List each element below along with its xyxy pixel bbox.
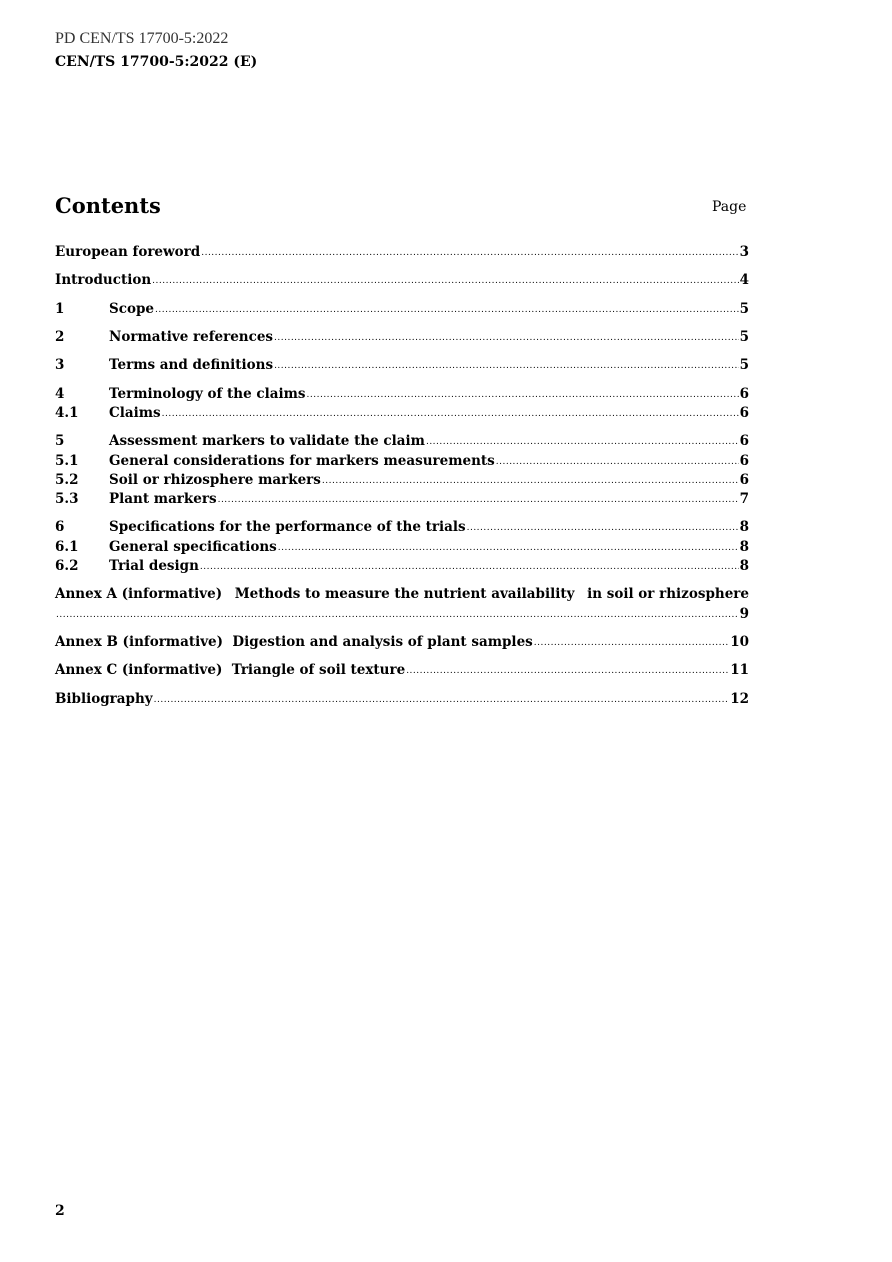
toc-leader-dots xyxy=(406,662,729,680)
toc-leader-dots xyxy=(322,472,739,490)
toc-leader-dots xyxy=(218,491,739,509)
toc-entry-page: 3 xyxy=(739,244,749,260)
toc-entry-page: 8 xyxy=(739,519,749,535)
toc-entry-title: Soil or rhizosphere markers xyxy=(109,472,321,488)
toc-entry[interactable] xyxy=(55,518,749,538)
toc-entry-page: 6 xyxy=(739,453,749,469)
toc-leader-dots xyxy=(307,386,739,404)
toc-entry[interactable] xyxy=(55,385,749,405)
toc-leader-dots xyxy=(534,634,729,652)
toc-leader-dots xyxy=(200,558,739,576)
document-id-header: PD CEN/TS 17700-5:2022 xyxy=(55,30,229,47)
toc-leader-dots xyxy=(274,357,739,375)
toc-entry[interactable] xyxy=(55,452,749,472)
toc-entry-title: Introduction xyxy=(55,272,152,288)
toc-entry-title: Annex B (informative) Digestion and analysis of plant samples xyxy=(55,634,533,650)
toc-entry-page: 9 xyxy=(739,606,749,622)
toc-entry-number: 4.1 xyxy=(55,405,79,421)
toc-entry-page: 6 xyxy=(739,433,749,449)
toc-entry-title: Bibliography xyxy=(55,691,153,707)
toc-entry-page: 5 xyxy=(739,329,749,345)
toc-entry-page: 4 xyxy=(739,272,749,288)
toc-entry[interactable] xyxy=(55,328,749,348)
toc-entry-title: Normative references xyxy=(109,329,274,345)
toc-entry-page: 5 xyxy=(739,357,749,373)
toc-entry-title: Scope xyxy=(109,301,155,317)
toc-entry-number: 5.3 xyxy=(55,491,79,507)
toc-entry-title: Plant markers xyxy=(109,491,217,507)
toc-entry-annex-a-continuation[interactable] xyxy=(55,605,749,625)
toc-entry-page: 10 xyxy=(730,634,749,650)
annex-a-title-part2: in soil or rhizosphere xyxy=(587,586,749,602)
toc-entry-number: 6.2 xyxy=(55,558,79,574)
toc-entry-page: 7 xyxy=(739,491,749,507)
toc-leader-dots xyxy=(496,453,739,471)
toc-entry-page: 8 xyxy=(739,539,749,555)
toc-leader-dots xyxy=(162,405,739,423)
toc-entry-annex-a[interactable] xyxy=(55,585,749,603)
toc-entry-title: Claims xyxy=(109,405,161,421)
toc-entry[interactable] xyxy=(55,432,749,452)
toc-entry-page: 11 xyxy=(730,662,749,678)
toc-leader-dots xyxy=(274,329,739,347)
annex-a-label: Annex A (informative) xyxy=(55,586,223,602)
toc-entry-number: 5.1 xyxy=(55,453,79,469)
toc-entry-page: 5 xyxy=(739,301,749,317)
toc-entry-title: Assessment markers to validate the claim xyxy=(109,433,425,449)
toc-entry[interactable] xyxy=(55,243,749,263)
toc-leader-dots xyxy=(467,519,739,537)
toc-entry-title: General considerations for markers measurements xyxy=(109,453,495,469)
toc-entry-number: 1 xyxy=(55,301,65,317)
toc-entry-page: 6 xyxy=(739,405,749,421)
annex-a-title-part1: Methods to measure the nutrient availability xyxy=(234,586,575,602)
toc-leader-dots xyxy=(152,272,738,290)
toc-entry-title: Terminology of the claims xyxy=(109,386,306,402)
toc-entry-title: Annex C (informative) Triangle of soil texture xyxy=(55,662,406,678)
toc-entry-number: 6 xyxy=(55,519,65,535)
toc-entry-number: 6.1 xyxy=(55,539,79,555)
toc-entry[interactable] xyxy=(55,490,749,510)
toc-leader-dots xyxy=(154,691,730,709)
page-number: 2 xyxy=(55,1203,65,1219)
toc-entry-page: 6 xyxy=(739,472,749,488)
toc-entry-number: 2 xyxy=(55,329,65,345)
toc-entry[interactable] xyxy=(55,633,749,653)
toc-entry-page: 6 xyxy=(739,386,749,402)
toc-entry-number: 3 xyxy=(55,357,65,373)
page-column-label: Page xyxy=(712,199,747,215)
toc-entry[interactable] xyxy=(55,661,749,681)
toc-entry[interactable] xyxy=(55,557,749,577)
toc-entry[interactable] xyxy=(55,538,749,558)
document-id-subheader: CEN/TS 17700-5:2022 (E) xyxy=(55,54,258,70)
toc-entry-number: 4 xyxy=(55,386,65,402)
toc-entry-title: Terms and definitions xyxy=(109,357,274,373)
toc-entry[interactable] xyxy=(55,300,749,320)
toc-leader-dots xyxy=(155,301,739,319)
toc-entry[interactable] xyxy=(55,356,749,376)
contents-title: Contents xyxy=(55,193,161,218)
toc-entry[interactable] xyxy=(55,690,749,710)
toc-leader-dots xyxy=(56,606,739,624)
toc-entry-page: 8 xyxy=(739,558,749,574)
toc-entry[interactable] xyxy=(55,471,749,491)
toc-entry-page: 12 xyxy=(730,691,749,707)
toc-entry-title: Trial design xyxy=(109,558,199,574)
toc-entry-title: European foreword xyxy=(55,244,201,260)
toc-entry-title: Specifications for the performance of the trials xyxy=(109,519,466,535)
toc-leader-dots xyxy=(426,433,739,451)
toc-entry[interactable] xyxy=(55,271,749,291)
toc-entry-title: General specifications xyxy=(109,539,277,555)
toc-leader-dots xyxy=(278,539,739,557)
toc-entry-number: 5.2 xyxy=(55,472,79,488)
toc-leader-dots xyxy=(201,244,738,262)
toc-entry[interactable] xyxy=(55,404,749,424)
toc-entry-number: 5 xyxy=(55,433,65,449)
